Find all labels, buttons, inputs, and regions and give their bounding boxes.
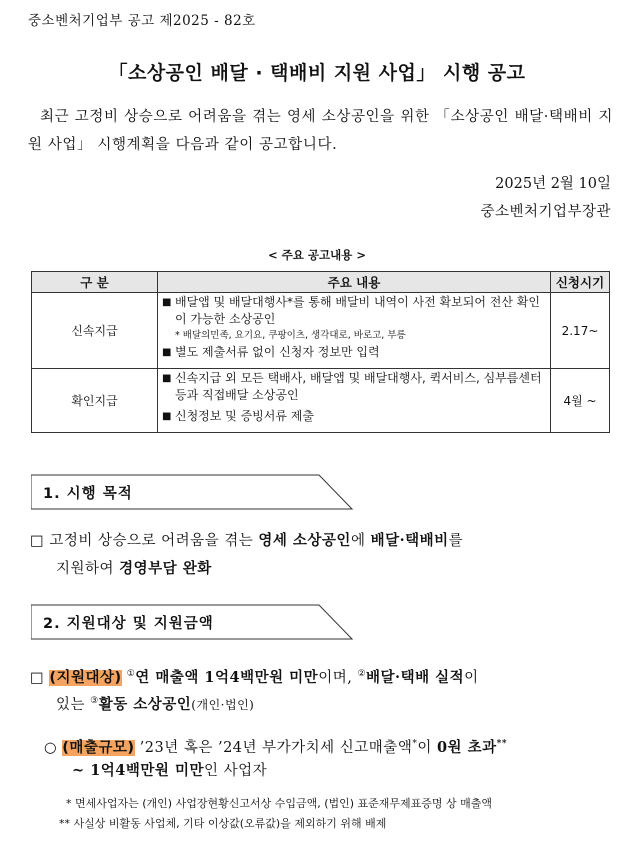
square-bullet-icon: ■ bbox=[162, 297, 172, 308]
row-content bbox=[158, 293, 551, 369]
purpose-line-2: 지원하여 경영부담 완화 bbox=[56, 560, 212, 577]
purpose-line-1: □ 고정비 상승으로 어려움을 겪는 영세 소상공인에 배달·택배비를 bbox=[30, 532, 464, 549]
document-issuer: 중소벤처기업부장관 bbox=[480, 204, 611, 220]
footnote-1: * 면세사업자는 (개인) 사업장현황신고서상 수입금액, (법인) 표준재무제표증명 상 매출액 bbox=[66, 797, 493, 810]
bullet-item: ■ 신청정보 및 증빙서류 제출 bbox=[162, 409, 314, 423]
footnote-2: ** 사실상 비활동 사업체, 기타 이상값(오류값)을 제외하기 위해 배제 bbox=[59, 817, 387, 830]
circle-bullet-icon: ○ bbox=[44, 739, 63, 756]
row-category: 신속지급 bbox=[32, 293, 158, 369]
document-date: 2025년 2월 10일 bbox=[495, 176, 611, 192]
section-1-heading: 1. 시행 목적 bbox=[31, 474, 353, 510]
sales-line-2: ~ 1억4백만원 미만인 사업자 bbox=[72, 762, 268, 779]
square-bullet-icon: ■ bbox=[162, 373, 172, 384]
sales-line-1: ○ (매출규모) ’23년 혹은 ’24년 부가가치세 신고매출액*이 0원 초과** bbox=[44, 738, 508, 756]
row-category: 확인지급 bbox=[32, 369, 158, 433]
bullet-item: ■ 신속지급 외 모든 택배사, 배달앱 및 배달대행사, 퀵서비스, 심부름센터 등과 직접배달 소상공인 bbox=[162, 371, 542, 402]
bullet-item: ■ 별도 제출서류 없이 신청자 정보만 입력 bbox=[162, 345, 380, 359]
sales-label: (매출규모) bbox=[62, 739, 135, 756]
row-content bbox=[158, 369, 551, 433]
target-line-1: □ (지원대상) ①연 매출액 1억4백만원 미만이며, ②배달·택배 실적이 bbox=[30, 668, 479, 686]
checkbox-icon: □ bbox=[30, 533, 50, 549]
main-content-table bbox=[31, 271, 610, 433]
notice-number: 중소벤처기업부 공고 제2025 - 82호 bbox=[28, 13, 256, 29]
header-period: 신청시기 bbox=[551, 272, 610, 293]
intro-paragraph: 최근 고정비 상승으로 어려움을 겪는 영세 소상공인을 위한 「소상공인 배달·택배비 지원 사업」 시행계획을 다음과 같이 공고합니다. bbox=[28, 109, 613, 153]
target-line-2: 있는 ③활동 소상공인(개인·법인) bbox=[56, 695, 255, 713]
row-period: 2.17~ bbox=[551, 293, 610, 369]
square-bullet-icon: ■ bbox=[162, 411, 172, 422]
header-category: 구 분 bbox=[32, 272, 158, 293]
document-title: 「소상공인 배달 · 택배비 지원 사업」 시행 공고 bbox=[108, 62, 526, 84]
table-caption: < 주요 공고내용 > bbox=[268, 248, 366, 262]
table-header-row bbox=[32, 272, 610, 293]
table-row bbox=[32, 369, 610, 433]
checkbox-icon: □ bbox=[30, 669, 50, 686]
section-2-heading: 2. 지원대상 및 지원금액 bbox=[31, 604, 353, 640]
bullet-item: ■ 배달앱 및 배달대행사*를 통해 배달비 내역이 사전 확보되어 전산 확인이 가능한 소상공인 bbox=[162, 295, 540, 326]
header-content: 주요 내용 bbox=[158, 272, 551, 293]
square-bullet-icon: ■ bbox=[162, 347, 172, 358]
row-period: 4월 ~ bbox=[551, 369, 610, 433]
footnote: * 배달의민족, 요기요, 쿠팡이츠, 생각대로, 바로고, 부릉 bbox=[175, 330, 406, 341]
target-label: (지원대상) bbox=[49, 669, 122, 686]
table-row bbox=[32, 293, 610, 369]
